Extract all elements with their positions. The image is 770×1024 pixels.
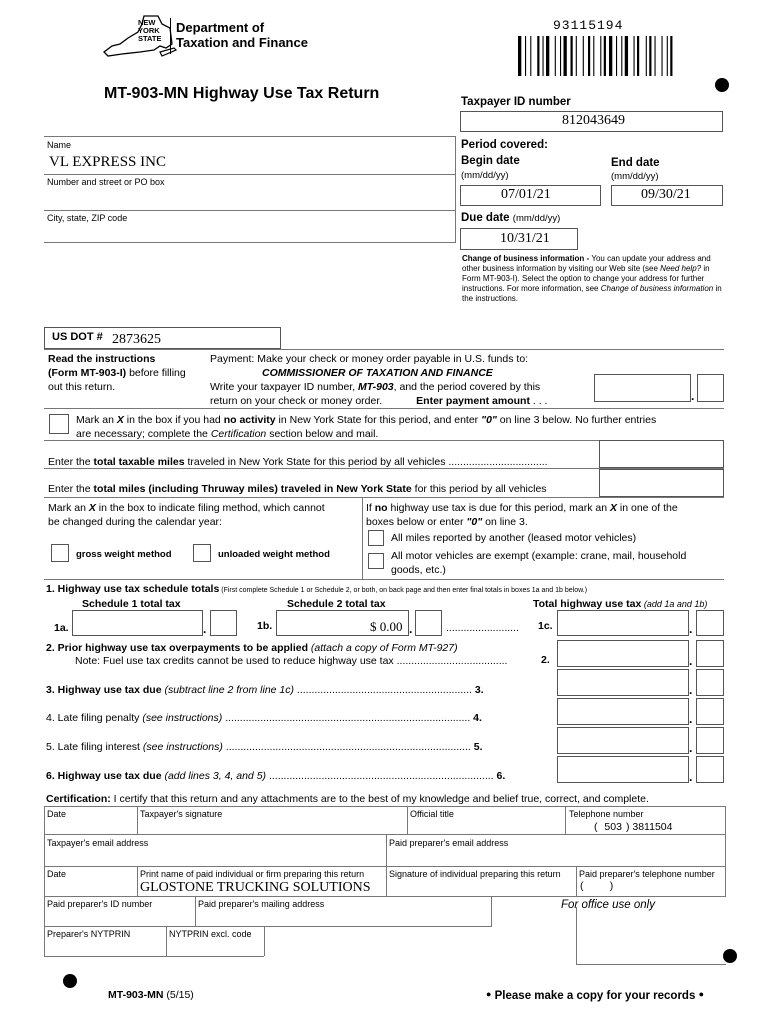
change-info-link[interactable]: Need help? xyxy=(660,264,702,273)
cert-grid xyxy=(44,806,45,956)
text: no activity xyxy=(223,414,276,426)
decimal-point: . xyxy=(203,622,207,636)
end-date-value: 09/30/21 xyxy=(641,187,691,202)
preparer-id-label[interactable]: Paid preparer's ID number xyxy=(47,899,153,909)
exempt-line: All motor vehicles are exempt (example: crane, mail, household xyxy=(391,550,687,562)
line5-label xyxy=(46,741,483,753)
barcode-number: 93115194 xyxy=(553,18,624,33)
payment-text: return on your check or money order. xyxy=(210,395,383,407)
instructions-note xyxy=(48,352,186,394)
text: (see instructions) xyxy=(139,741,223,753)
filing-method-line: be changed during the calendar year: xyxy=(48,516,222,528)
preparer-date-label: Date xyxy=(47,869,67,879)
begin-date-format: (mm/dd/yy) xyxy=(461,170,509,181)
street-label: Number and street or PO box xyxy=(47,177,165,187)
end-date-label: End date xyxy=(611,157,660,169)
line2-dollars-field[interactable] xyxy=(557,640,689,667)
text: If xyxy=(366,502,375,514)
unloaded-weight-checkbox[interactable] xyxy=(193,544,211,562)
text: 3. Highway use tax due xyxy=(46,684,162,696)
office-use-label: For office use only xyxy=(561,899,655,911)
nytprin-label[interactable]: Preparer's NYTPRIN xyxy=(47,929,131,939)
text: Enter the xyxy=(48,483,94,495)
state-abbr xyxy=(138,19,161,43)
line1b-cents-field[interactable] xyxy=(415,610,442,636)
payment-payee: COMMISSIONER OF TAXATION AND FINANCE xyxy=(262,367,493,379)
text: in one of the xyxy=(616,502,678,514)
cert-grid xyxy=(386,866,387,896)
dept-line-2: Taxation and Finance xyxy=(176,35,308,50)
text: "0" xyxy=(481,414,497,426)
line1b-label: 1b. xyxy=(257,620,273,632)
text: 6. Highway use tax due xyxy=(46,770,162,782)
cert-grid xyxy=(725,806,726,896)
preparer-name-value[interactable]: GLOSTONE TRUCKING SOLUTIONS xyxy=(140,880,371,895)
line1a-dollars-field[interactable] xyxy=(72,610,203,636)
barcode xyxy=(518,36,718,76)
text: highway use tax is due for this period, mark an xyxy=(387,502,610,514)
line4-label xyxy=(46,712,482,724)
text: X xyxy=(116,414,124,426)
registration-mark xyxy=(715,78,729,92)
schedule1-label: Schedule 1 total tax xyxy=(82,598,181,610)
text: section below and mail. xyxy=(266,428,379,440)
row-divider xyxy=(44,349,724,350)
leased-vehicles-label: All miles reported by another (leased motor vehicles) xyxy=(391,532,637,544)
usdot-value: 2873625 xyxy=(112,332,161,347)
line1c-label: 1c. xyxy=(538,620,553,632)
office-use-border xyxy=(576,964,726,965)
state-abbr-line: STATE xyxy=(138,34,162,43)
text: boxes below or enter xyxy=(366,516,467,528)
unloaded-weight-label: unloaded weight method xyxy=(218,549,330,560)
change-info-text: You can update your address and other business information by visiting our Web site (see xyxy=(462,254,711,273)
taxpayer-email-label[interactable]: Taxpayer's email address xyxy=(47,838,149,848)
no-activity-line xyxy=(76,427,726,441)
change-business-info xyxy=(462,254,724,304)
form-title: MT-903-MN Highway Use Tax Return xyxy=(104,85,380,102)
decimal-point: . xyxy=(689,741,693,755)
preparer-email-label[interactable]: Paid preparer's email address xyxy=(389,838,509,848)
address-block-bottom xyxy=(44,242,456,243)
instructions-form-ref: (Form MT-903-I) xyxy=(48,367,127,379)
office-use-border xyxy=(576,907,577,964)
cert-grid xyxy=(44,956,264,957)
payment-line: Payment: Make your check or money order payable in U.S. funds to: xyxy=(210,353,529,365)
line3-cents-field[interactable] xyxy=(696,669,724,696)
text: 5. xyxy=(473,741,483,753)
text: in the box to indicate filing method, which cannot xyxy=(95,502,325,514)
line5-cents-field[interactable] xyxy=(696,727,724,754)
line2-cents-field[interactable] xyxy=(696,640,724,667)
text: ( xyxy=(594,821,598,833)
line3-label xyxy=(46,684,484,696)
cert-grid xyxy=(166,926,167,956)
address-block-right xyxy=(455,136,456,242)
area-code: 503 xyxy=(604,821,622,833)
change-info-text: in the instructions. xyxy=(462,284,722,303)
total-miles-field[interactable] xyxy=(599,469,724,497)
payment-amount-label: Enter payment amount xyxy=(416,395,530,407)
due-date-value: 10/31/21 xyxy=(500,231,550,246)
row-divider xyxy=(44,497,724,498)
exempt-line: goods, etc.) xyxy=(391,564,446,576)
preparer-phone-value[interactable]: ( ) xyxy=(580,880,614,892)
leased-vehicles-checkbox[interactable] xyxy=(368,530,384,546)
line1c-cents-field[interactable] xyxy=(696,610,724,636)
no-tax-line xyxy=(366,501,678,515)
text: on line 3 below. No further entries xyxy=(496,414,657,426)
instructions-text: before filling xyxy=(126,367,186,379)
nytprin-excl-label[interactable]: NYTPRIN excl. code xyxy=(169,929,252,939)
gross-weight-checkbox[interactable] xyxy=(51,544,69,562)
text: (subtract line 2 from line 1c) xyxy=(161,684,295,696)
line6-cents-field[interactable] xyxy=(696,756,724,783)
end-date-format: (mm/dd/yy) xyxy=(611,171,659,182)
row-divider xyxy=(44,408,724,409)
change-info-text: in Form MT-903-I). Select the option to change your address for further instructions. For more information, see xyxy=(462,264,710,293)
text: in the box if you had xyxy=(123,414,224,426)
taxpayer-signature-label[interactable]: Taxpayer's signature xyxy=(140,809,223,819)
due-date-label-text: Due date xyxy=(461,212,510,224)
change-info-link[interactable]: Change of business information xyxy=(600,284,714,293)
column-divider xyxy=(362,497,363,579)
taxable-miles-field[interactable] xyxy=(599,440,724,468)
official-title-label[interactable]: Official title xyxy=(410,809,454,819)
text: Total highway use tax xyxy=(533,598,642,610)
copy-note xyxy=(486,989,704,1002)
decimal-point: . xyxy=(691,389,695,403)
line1b-value: $ 0.00 xyxy=(370,619,403,634)
payment-instructions xyxy=(210,352,547,408)
cert-grid xyxy=(44,866,726,867)
cert-grid xyxy=(44,896,726,897)
line6-dollars-field[interactable] xyxy=(557,756,689,783)
name-label: Name xyxy=(47,140,72,150)
cert-date-label: Date xyxy=(47,809,67,819)
phone-number: 3811504 xyxy=(632,821,673,833)
taxpayer-id-value: 812043649 xyxy=(562,113,625,128)
exempt-vehicles-checkbox[interactable] xyxy=(368,553,384,569)
bullet: ● xyxy=(486,989,492,999)
usdot-label: US DOT # xyxy=(52,331,103,343)
line2-title xyxy=(46,642,507,655)
decimal-point: . xyxy=(689,654,693,668)
due-date-label xyxy=(461,212,560,224)
text: for this period by all vehicles xyxy=(411,483,547,495)
instructions-line: Read the instructions xyxy=(48,353,156,365)
row-divider xyxy=(44,579,724,580)
taxable-miles-label xyxy=(48,456,548,468)
text: Please make a copy for your records xyxy=(494,990,696,1002)
cert-grid xyxy=(386,834,387,866)
registration-mark xyxy=(723,949,737,963)
filing-method-line xyxy=(48,501,325,515)
telephone-label: Telephone number xyxy=(569,809,644,819)
address-divider xyxy=(44,174,456,175)
text: I certify that this return and any attachments are to the best of my knowledge and belief true, correct, and complete. xyxy=(110,793,649,805)
city-label: City, state, ZIP code xyxy=(47,213,128,223)
text: Certification: xyxy=(46,793,111,805)
decimal-point: . xyxy=(689,622,693,636)
decimal-point: . xyxy=(689,770,693,784)
line1a-cents-field[interactable] xyxy=(210,610,237,636)
no-activity-text xyxy=(76,413,726,441)
text: 4. xyxy=(473,712,482,724)
line1c-dollars-field[interactable] xyxy=(557,610,689,636)
cert-grid xyxy=(44,806,726,807)
text: total miles (including Thruway miles) traveled in New York State xyxy=(93,483,412,495)
exempt-vehicles-label xyxy=(391,549,686,577)
text: in New York State for this period, and enter xyxy=(275,414,482,426)
begin-date-label: Begin date xyxy=(461,155,520,167)
text: 2. xyxy=(46,642,55,654)
cert-grid xyxy=(565,806,566,834)
text: (attach a copy of Form MT-927) xyxy=(308,642,458,654)
text: 3. xyxy=(474,684,484,696)
text: are necessary; complete the xyxy=(76,428,211,440)
filing-method-text xyxy=(48,501,325,529)
instructions-line xyxy=(48,366,186,380)
total-miles-label xyxy=(48,483,547,495)
payment-text: Write your taxpayer ID number, xyxy=(210,381,359,393)
state-abbr-line: NEW xyxy=(138,18,156,27)
cert-grid xyxy=(195,896,196,926)
text: MT-903-MN xyxy=(108,989,164,1001)
payment-cents-field[interactable] xyxy=(697,374,724,402)
no-tax-line xyxy=(366,515,678,529)
payment-text: , and the period covered by this xyxy=(393,381,541,393)
text: Certification xyxy=(210,428,267,440)
print-name-label: Print name of paid individual or firm preparing this return xyxy=(140,869,365,879)
line2-ref: 2. xyxy=(541,654,550,666)
no-activity-line xyxy=(76,413,726,427)
total-tax-label xyxy=(533,598,707,610)
form-id-footer xyxy=(108,989,194,1001)
line5-dollars-field[interactable] xyxy=(557,727,689,754)
cert-grid xyxy=(264,926,265,956)
text: 5. Late filing interest xyxy=(46,741,140,753)
certification-statement xyxy=(46,793,649,805)
text: (5/15) xyxy=(163,989,194,1001)
no-activity-checkbox[interactable] xyxy=(49,414,69,434)
text: total taxable miles xyxy=(93,456,185,468)
cert-grid xyxy=(407,806,408,834)
line1-heading xyxy=(46,583,587,595)
text: (add 1a and 1b) xyxy=(641,599,708,609)
period-label: Period covered: xyxy=(461,139,548,151)
telephone-value[interactable] xyxy=(594,821,672,833)
text: traveled in New York State for this period by all vehicles .................................. xyxy=(184,456,548,468)
taxpayer-id-label: Taxpayer ID number xyxy=(461,96,571,108)
preparer-signature-label[interactable]: Signature of individual preparing this return xyxy=(389,869,561,879)
payment-dots: . . . xyxy=(529,395,548,407)
text: Enter the xyxy=(48,456,94,468)
text: no xyxy=(374,502,388,514)
line2-note: Note: Fuel use tax credits cannot be used to reduce highway use tax ...................................... xyxy=(75,655,508,667)
line6-label xyxy=(46,770,505,782)
line4-dollars-field[interactable] xyxy=(557,698,689,725)
state-abbr-line: YORK xyxy=(138,26,160,35)
line1a-label: 1a. xyxy=(54,622,69,634)
cert-grid xyxy=(491,896,492,926)
cert-grid xyxy=(576,866,577,896)
instructions-line: out this return. xyxy=(48,381,116,393)
text: (see instructions) xyxy=(139,712,223,724)
preparer-phone-label: Paid preparer's telephone number xyxy=(579,869,715,879)
name-value[interactable]: VL EXPRESS INC xyxy=(49,154,166,170)
dept-line-1: Department of xyxy=(176,20,265,35)
text: 6. xyxy=(496,770,506,782)
text: X xyxy=(88,502,96,514)
text: Mark an xyxy=(76,414,117,426)
due-date-format: (mm/dd/yy) xyxy=(512,213,561,224)
text: Prior highway use tax overpayments to be applied xyxy=(54,642,309,654)
cert-grid xyxy=(137,806,138,834)
change-info-heading: Change of business information - xyxy=(462,254,592,263)
cert-grid xyxy=(44,834,726,835)
text: Mark an xyxy=(48,502,89,514)
text: 1. Highway use tax schedule totals xyxy=(46,583,220,595)
text: 4. Late filing penalty xyxy=(46,712,140,724)
preparer-address-label[interactable]: Paid preparer's mailing address xyxy=(198,899,325,909)
begin-date-value: 07/01/21 xyxy=(501,187,551,202)
decimal-point: . xyxy=(409,622,413,636)
payment-line xyxy=(210,380,547,394)
text: (add lines 3, 4, and 5) xyxy=(161,770,267,782)
schedule2-label: Schedule 2 total tax xyxy=(287,598,386,610)
text: "0" xyxy=(466,516,483,528)
gross-weight-label: gross weight method xyxy=(76,549,172,560)
logo-divider xyxy=(170,18,171,54)
decimal-point: . xyxy=(689,683,693,697)
decimal-point: . xyxy=(689,712,693,726)
line3-dollars-field[interactable] xyxy=(557,669,689,696)
line2-heading xyxy=(46,642,507,668)
address-divider xyxy=(44,210,456,211)
address-block-top xyxy=(44,136,456,137)
text: .................................................................................... xyxy=(222,712,474,724)
department-name xyxy=(176,20,308,50)
text: (First complete Schedule 1 or Schedule 2, or both, on back page and then enter final totals in boxes 1a and 1b below.) xyxy=(219,587,588,594)
no-tax-text xyxy=(366,501,678,529)
text: ............................................................................. xyxy=(266,770,497,782)
line1c-dots: ......................... xyxy=(446,622,519,634)
text: .................................................................................... xyxy=(222,741,474,753)
cert-grid xyxy=(44,926,492,927)
bullet: ● xyxy=(698,989,704,999)
text: ............................................................ xyxy=(294,684,475,696)
line4-cents-field[interactable] xyxy=(696,698,724,725)
payment-form-ref: MT-903 xyxy=(358,381,394,393)
payment-line xyxy=(210,394,547,408)
text: on line 3. xyxy=(482,516,528,528)
payment-dollars-field[interactable] xyxy=(594,374,691,402)
text: X xyxy=(609,502,617,514)
registration-mark xyxy=(63,974,77,988)
text: ) xyxy=(625,821,633,833)
cert-grid xyxy=(137,866,138,896)
